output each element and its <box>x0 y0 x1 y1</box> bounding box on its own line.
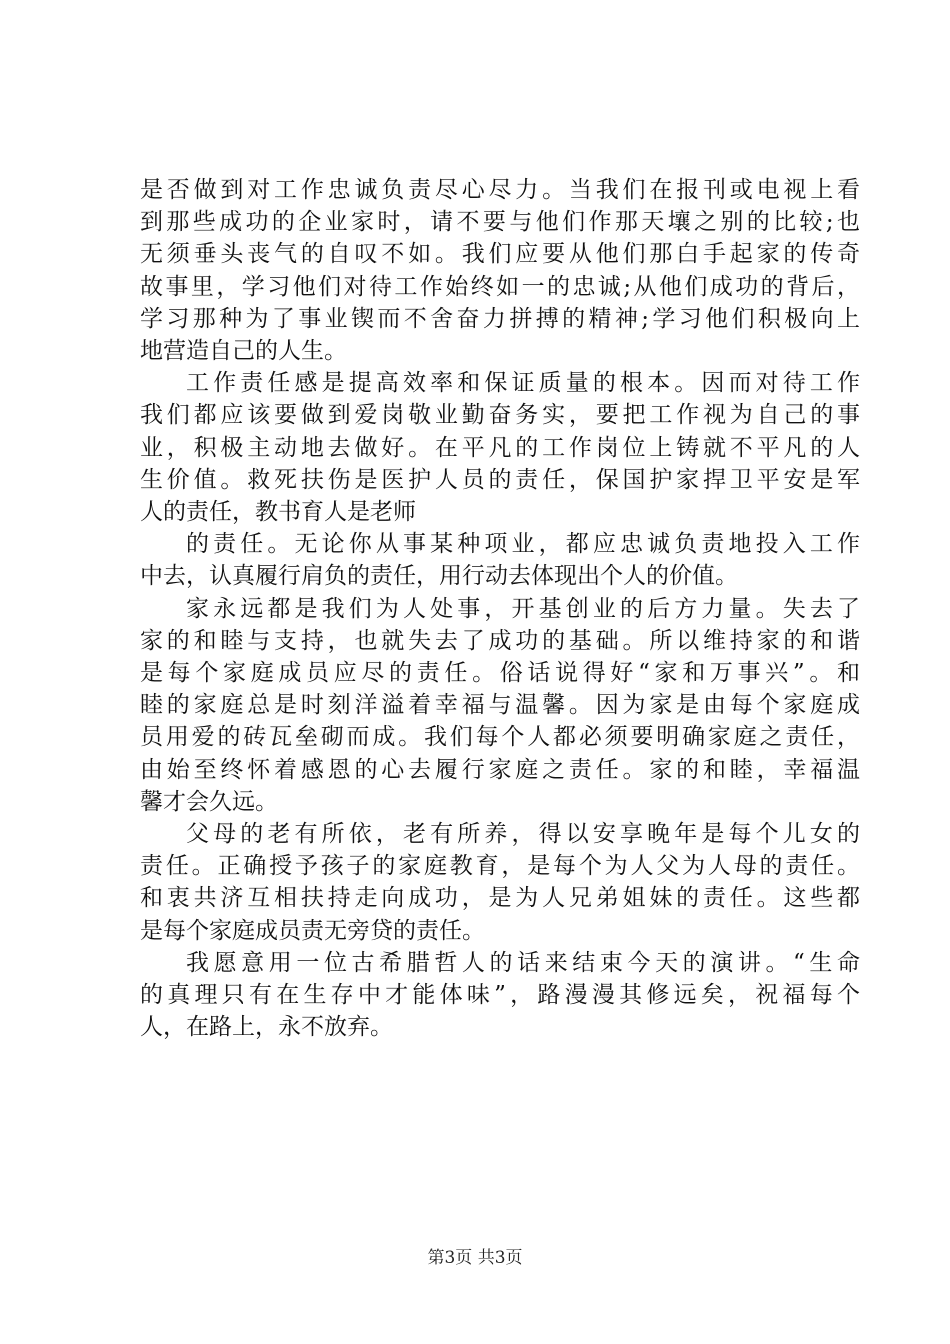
paragraph <box>140 593 860 818</box>
text-line: 父母的老有所依，老有所养，得以安享晚年是每个儿女的 <box>186 821 860 848</box>
text-line: 我们都应该要做到爱岗敬业勤奋务实，要把工作视为自己的事 <box>140 402 860 429</box>
text-line: 是否做到对工作忠诚负责尽心尽力。当我们在报刊或电视上看 <box>140 177 860 203</box>
paragraph <box>140 528 860 592</box>
text-line: 无须垂头丧气的自叹不如。我们应要从他们那白手起家的传奇 <box>140 241 860 268</box>
text-line: 故事里，学习他们对待工作始终如一的忠诚;从他们成功的背后， <box>140 273 860 300</box>
text-line: 我愿意用一位古希腊哲人的话来结束今天的演讲。“生命 <box>186 949 860 976</box>
text-line: 中去，认真履行肩负的责任，用行动去体现出个人的价值。 <box>140 563 738 590</box>
document-body <box>140 174 860 1043</box>
text-line: 家永远都是我们为人处事，开基创业的后方力量。失去了 <box>186 595 860 622</box>
text-line: 睦的家庭总是时刻洋溢着幸福与温馨。因为家是由每个家庭成 <box>140 692 860 719</box>
text-line: 馨才会久远。 <box>140 788 278 815</box>
text-line: 学习那种为了事业锲而不舍奋力拼搏的精神;学习他们积极向上 <box>140 305 860 332</box>
text-line: 是每个家庭成员责无旁贷的责任。 <box>140 917 485 944</box>
paragraph <box>140 947 860 1044</box>
text-line: 人，在路上，永不放弃。 <box>140 1014 393 1041</box>
text-line: 的真理只有在生存中才能体味”，路漫漫其修远矣，祝福每个 <box>140 982 860 1009</box>
text-line: 地营造自己的人生。 <box>140 338 347 365</box>
text-line: 人的责任，教书育人是老师 <box>140 499 416 526</box>
text-line: 是每个家庭成员应尽的责任。俗话说得好“家和万事兴”。和 <box>140 660 860 687</box>
text-line: 的责任。无论你从事某种项业，都应忠诚负责地投入工作 <box>186 531 860 558</box>
page-footer: 第3页 共3页 <box>427 1248 523 1268</box>
paragraph <box>140 367 860 528</box>
text-line: 责任。正确授予孩子的家庭教育，是每个为人父为人母的责任。 <box>140 853 860 880</box>
paragraph <box>140 818 860 947</box>
text-line: 员用爱的砖瓦垒砌而成。我们每个人都必须要明确家庭之责任， <box>140 724 860 751</box>
paragraph <box>140 174 860 367</box>
text-line: 由始至终怀着感恩的心去履行家庭之责任。家的和睦，幸福温 <box>140 756 860 783</box>
text-line: 和衷共济互相扶持走向成功，是为人兄弟姐妹的责任。这些都 <box>140 885 860 912</box>
text-line: 业，积极主动地去做好。在平凡的工作岗位上铸就不平凡的人 <box>140 434 860 461</box>
text-line: 家的和睦与支持，也就失去了成功的基础。所以维持家的和谐 <box>140 627 860 654</box>
text-line: 生价值。救死扶伤是医护人员的责任，保国护家捍卫平安是军 <box>140 466 860 493</box>
text-line: 到那些成功的企业家时，请不要与他们作那天壤之别的比较;也 <box>140 209 860 236</box>
text-line: 工作责任感是提高效率和保证质量的根本。因而对待工作 <box>186 370 860 397</box>
